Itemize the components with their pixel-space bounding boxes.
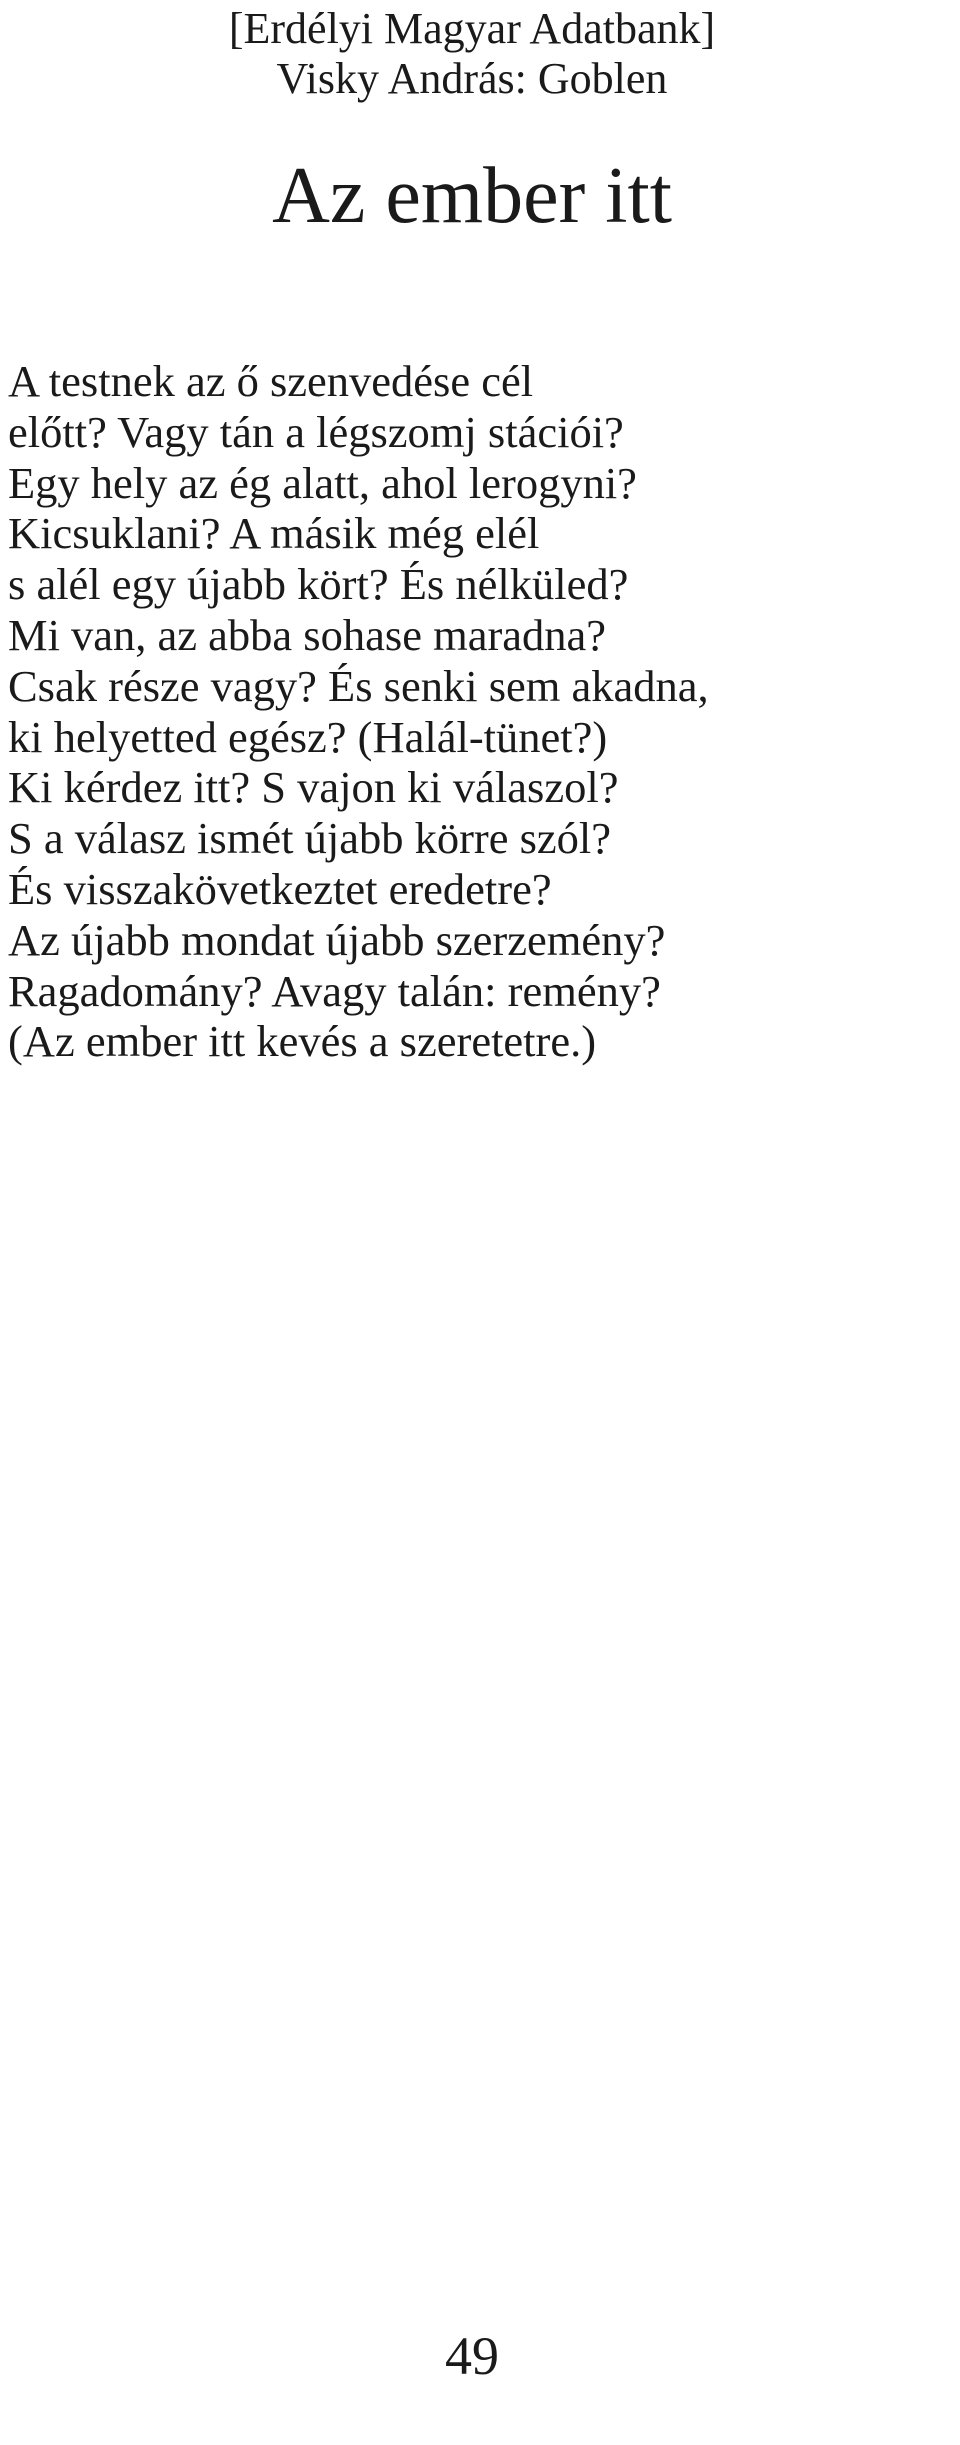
poem-line: És visszakövetkeztet eredetre? bbox=[8, 863, 552, 914]
author-work-header: Visky András: Goblen bbox=[276, 54, 668, 103]
poem-line: Egy hely az ég alatt, ahol lerogyni? bbox=[8, 457, 637, 508]
poem-line: s alél egy újabb kört? És nélküled? bbox=[8, 559, 629, 610]
source-header: [Erdélyi Magyar Adatbank] bbox=[228, 4, 716, 53]
poem-body bbox=[8, 356, 958, 1067]
poem-line: Ki kérdez itt? S vajon ki válaszol? bbox=[8, 762, 619, 813]
poem-line: (Az ember itt kevés a szeretetre.) bbox=[8, 1016, 597, 1067]
poem-line: Kicsuklani? A másik még elél bbox=[8, 508, 540, 559]
poem-title: Az ember itt bbox=[272, 152, 672, 240]
poem-line: A testnek az ő szenvedése cél bbox=[8, 356, 534, 406]
page-number: 49 bbox=[445, 2326, 499, 2386]
poem-line: S a válasz ismét újabb körre szól? bbox=[8, 813, 612, 864]
poem-line: Mi van, az abba sohase maradna? bbox=[8, 609, 607, 660]
poem-line: Ragadomány? Avagy talán: remény? bbox=[8, 965, 661, 1016]
poem-line: Az újabb mondat újabb szerzemény? bbox=[8, 914, 666, 965]
poem-line: ki helyetted egész? (Halál-tünet?) bbox=[8, 711, 608, 762]
poem-line: előtt? Vagy tán a légszomj stációi? bbox=[8, 406, 624, 457]
poem-line: Csak része vagy? És senki sem akadna, bbox=[8, 660, 709, 711]
